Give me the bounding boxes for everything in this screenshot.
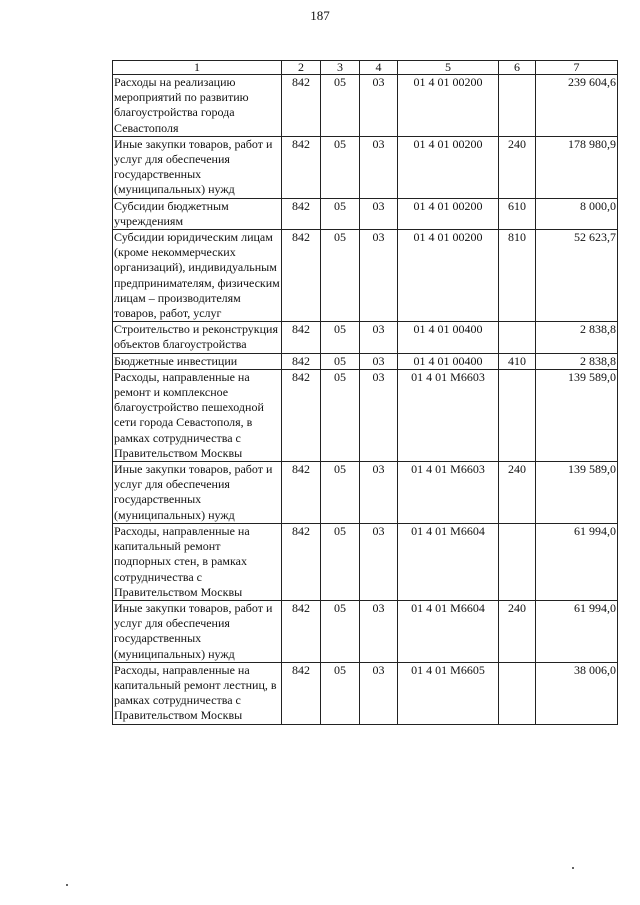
target-article-code: 01 4 01 00200 — [398, 230, 499, 322]
column-header: 7 — [536, 61, 618, 75]
expense-type-code — [499, 75, 536, 137]
subsection-code: 03 — [360, 136, 398, 198]
target-article-code: 01 4 01 00400 — [398, 322, 499, 353]
expense-name: Расходы, направленные на капитальный ремонт подпорных стен, в рамках сотрудничества с Правительством Москвы — [113, 523, 282, 600]
target-article-code: 01 4 01 М6603 — [398, 462, 499, 524]
amount: 38 006,0 — [536, 662, 618, 724]
section-code: 05 — [321, 230, 360, 322]
table-header-row — [113, 61, 618, 75]
table-row — [113, 230, 618, 322]
amount: 61 994,0 — [536, 523, 618, 600]
table-row — [113, 369, 618, 461]
column-header: 6 — [499, 61, 536, 75]
subsection-code: 03 — [360, 353, 398, 369]
section-code: 05 — [321, 600, 360, 662]
amount: 139 589,0 — [536, 369, 618, 461]
expense-name: Строительство и реконструкция объектов благоустройства — [113, 322, 282, 353]
expense-name: Субсидии юридическим лицам (кроме некоммерческих организаций), индивидуальным предпринимателям, физическим лицам – производителям товаров, работ, услуг — [114, 230, 280, 321]
ministry-code: 842 — [282, 353, 321, 369]
table-row — [113, 198, 618, 229]
table-row — [113, 462, 618, 524]
subsection-code: 03 — [360, 369, 398, 461]
column-header: 3 — [321, 61, 360, 75]
amount: 139 589,0 — [536, 462, 618, 524]
column-header: 4 — [360, 61, 398, 75]
expense-type-code — [499, 322, 536, 353]
ministry-code: 842 — [282, 322, 321, 353]
expense-type-code — [499, 369, 536, 461]
subsection-code: 03 — [360, 462, 398, 524]
expense-type-code — [499, 662, 536, 724]
ministry-code: 842 — [282, 523, 321, 600]
subsection-code: 03 — [360, 600, 398, 662]
table-row — [113, 322, 618, 353]
expense-type-code: 240 — [499, 600, 536, 662]
table-row — [113, 136, 618, 198]
scan-speck — [572, 867, 574, 869]
amount: 178 980,9 — [536, 136, 618, 198]
amount: 2 838,8 — [536, 353, 618, 369]
ministry-code: 842 — [282, 369, 321, 461]
section-code: 05 — [321, 523, 360, 600]
expense-type-code: 240 — [499, 462, 536, 524]
expense-type-code: 810 — [499, 230, 536, 322]
section-code: 05 — [321, 136, 360, 198]
ministry-code: 842 — [282, 75, 321, 137]
ministry-code: 842 — [282, 462, 321, 524]
table-row — [113, 600, 618, 662]
budget-table — [112, 60, 618, 725]
amount: 61 994,0 — [536, 600, 618, 662]
expense-type-code: 410 — [499, 353, 536, 369]
table-row — [113, 523, 618, 600]
ministry-code: 842 — [282, 662, 321, 724]
subsection-code: 03 — [360, 523, 398, 600]
ministry-code: 842 — [282, 600, 321, 662]
expense-name: Субсидии бюджетным учреждениям — [113, 198, 282, 229]
expense-name: Иные закупки товаров, работ и услуг для обеспечения государственных (муниципальных) нужд — [113, 136, 282, 198]
target-article-code: 01 4 01 М6605 — [398, 662, 499, 724]
section-code: 05 — [321, 75, 360, 137]
expense-type-code: 610 — [499, 198, 536, 229]
column-header: 2 — [282, 61, 321, 75]
amount: 239 604,6 — [536, 75, 618, 137]
expense-name: Расходы, направленные на ремонт и комплексное благоустройство пешеходной сети города Севастополя, в рамках сотрудничества с Правительством Москвы — [113, 369, 282, 461]
target-article-code: 01 4 01 00400 — [398, 353, 499, 369]
subsection-code: 03 — [360, 322, 398, 353]
column-header: 5 — [398, 61, 499, 75]
subsection-code: 03 — [360, 662, 398, 724]
subsection-code: 03 — [360, 198, 398, 229]
section-code: 05 — [321, 322, 360, 353]
expense-name: Бюджетные инвестиции — [113, 353, 282, 369]
ministry-code: 842 — [282, 198, 321, 229]
ministry-code: 842 — [282, 230, 321, 322]
expense-name: Иные закупки товаров, работ и услуг для обеспечения государственных (муниципальных) нужд — [113, 600, 282, 662]
table-row — [113, 353, 618, 369]
table-row — [113, 75, 618, 137]
expense-type-code: 240 — [499, 136, 536, 198]
amount: 8 000,0 — [536, 198, 618, 229]
expense-name: Иные закупки товаров, работ и услуг для обеспечения государственных (муниципальных) нужд — [113, 462, 282, 524]
section-code: 05 — [321, 353, 360, 369]
section-code: 05 — [321, 369, 360, 461]
target-article-code: 01 4 01 00200 — [398, 136, 499, 198]
table-row — [113, 662, 618, 724]
expense-name: Расходы, направленные на капитальный ремонт лестниц, в рамках сотрудничества с Правительством Москвы — [113, 662, 282, 724]
section-code: 05 — [321, 662, 360, 724]
target-article-code: 01 4 01 М6603 — [398, 369, 499, 461]
section-code: 05 — [321, 462, 360, 524]
subsection-code: 03 — [360, 75, 398, 137]
ministry-code: 842 — [282, 136, 321, 198]
expense-type-code — [499, 523, 536, 600]
subsection-code: 03 — [360, 230, 398, 322]
expense-name: Расходы на реализацию мероприятий по развитию благоустройства города Севастополя — [113, 75, 282, 137]
amount: 52 623,7 — [536, 230, 618, 322]
target-article-code: 01 4 01 М6604 — [398, 600, 499, 662]
column-header: 1 — [113, 61, 282, 75]
target-article-code: 01 4 01 00200 — [398, 198, 499, 229]
target-article-code: 01 4 01 00200 — [398, 75, 499, 137]
amount: 2 838,8 — [536, 322, 618, 353]
section-code: 05 — [321, 198, 360, 229]
scan-speck — [66, 884, 68, 886]
page-number: 187 — [310, 8, 330, 23]
target-article-code: 01 4 01 М6604 — [398, 523, 499, 600]
